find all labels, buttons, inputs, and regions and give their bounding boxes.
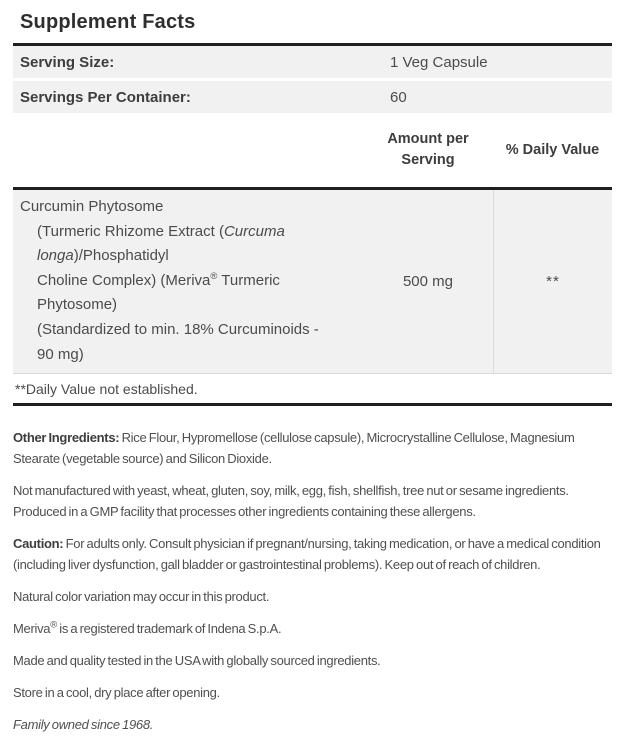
supplement-facts-table bbox=[13, 43, 612, 406]
amount-per-serving-header: Amount per Serving bbox=[387, 131, 469, 168]
trademark-note: Meriva® is a registered trademark of Indena S.p.A. bbox=[13, 619, 282, 637]
daily-value-header: % Daily Value bbox=[505, 141, 600, 158]
family-owned-note: Family owned since 1968. bbox=[13, 717, 154, 733]
ingredient-amount: 500 mg bbox=[402, 273, 454, 291]
ingredient-name-line: longa)/Phosphatidyl bbox=[37, 247, 169, 265]
caution-label: Caution: bbox=[13, 536, 64, 552]
panel-title: Supplement Facts bbox=[20, 11, 196, 33]
column-header-row bbox=[13, 113, 612, 187]
registered-trademark-symbol: ® bbox=[50, 619, 57, 631]
allergen-statement: Not manufactured with yeast, wheat, gluten, soy, milk, egg, fish, shellfish, tree nut or sesame ingredients. Produced in a GMP facility that processes other ingredients containing these allergens. bbox=[13, 483, 569, 520]
other-ingredients-paragraph: Other Ingredients: Rice Flour, Hypromellose (cellulose capsule), Microcrystalline Cellulose, Magnesium Stearate (vegetable source) and Silicon Dioxide. bbox=[13, 430, 575, 467]
latin-name: longa bbox=[37, 247, 74, 265]
info-section bbox=[13, 427, 622, 735]
caution-paragraph: Caution: For adults only. Consult physician if pregnant/nursing, taking medication, or have a medical condition (including liver dysfunction, gall bladder or gastrointestinal problems). Keep out of reach of children. bbox=[13, 536, 601, 573]
color-variation-note: Natural color variation may occur in this product. bbox=[13, 589, 270, 605]
ingredient-name-line: (Turmeric Rhizome Extract (Curcuma bbox=[37, 222, 285, 240]
daily-value-footnote: **Daily Value not established. bbox=[15, 381, 198, 398]
ingredient-name bbox=[13, 190, 363, 373]
ingredient-name-line: Curcumin Phytosome bbox=[20, 198, 164, 215]
storage-note: Store in a cool, dry place after opening. bbox=[13, 685, 220, 701]
registered-trademark-symbol: ® bbox=[210, 270, 218, 282]
servings-per-container-label: Servings Per Container: bbox=[20, 88, 191, 106]
ingredient-daily-value: ** bbox=[493, 190, 612, 373]
serving-size-row bbox=[13, 46, 612, 78]
ingredient-name-line: 90 mg) bbox=[37, 345, 84, 363]
ingredient-row bbox=[13, 190, 612, 374]
bottom-rule bbox=[13, 403, 612, 406]
servings-per-container-row bbox=[13, 81, 612, 113]
latin-name: Curcuma bbox=[223, 222, 285, 240]
serving-size-value: 1 Veg Capsule bbox=[390, 53, 488, 71]
made-in-note: Made and quality tested in the USA with globally sourced ingredients. bbox=[13, 653, 381, 669]
ingredient-name-line: Phytosome) bbox=[37, 296, 118, 314]
ingredient-name-line: (Standardized to min. 18% Curcuminoids - bbox=[37, 320, 319, 338]
servings-per-container-value: 60 bbox=[390, 88, 407, 106]
ingredient-name-line: Choline Complex) (Meriva® Turmeric bbox=[37, 270, 280, 289]
serving-size-label: Serving Size: bbox=[20, 53, 115, 71]
other-ingredients-label: Other Ingredients: bbox=[13, 430, 120, 446]
